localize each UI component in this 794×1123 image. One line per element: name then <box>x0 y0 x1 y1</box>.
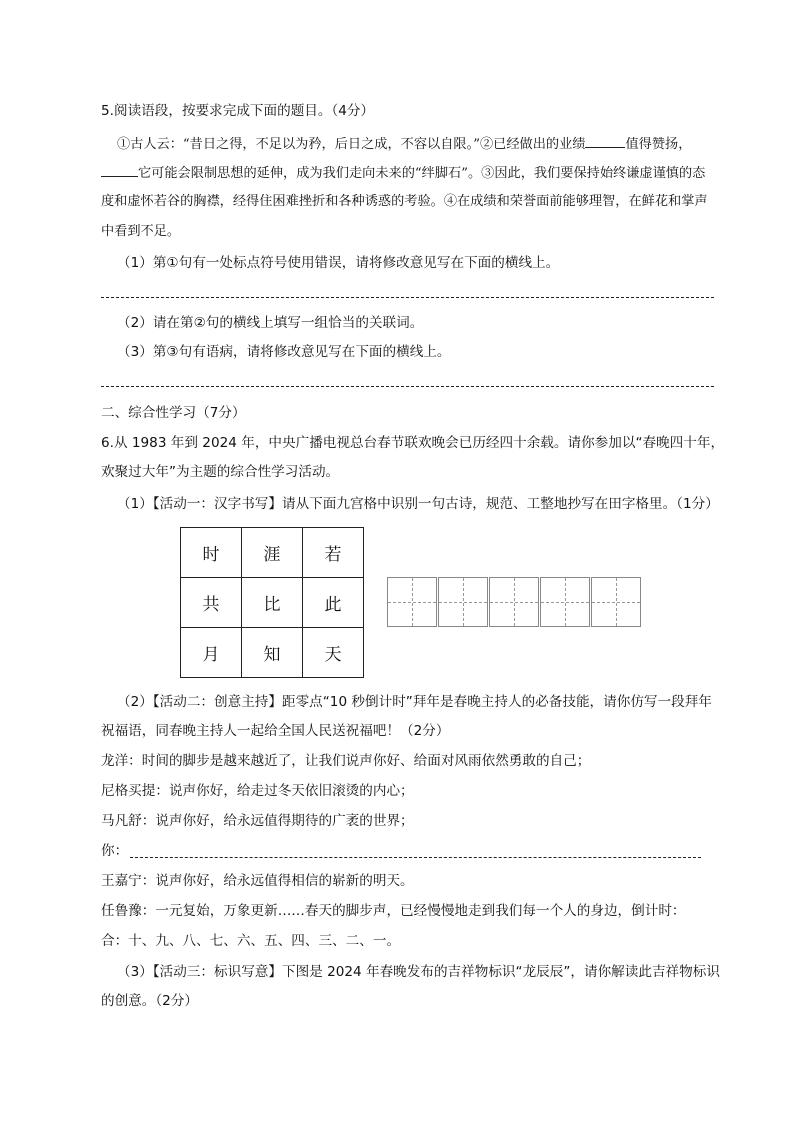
q5-passage-line-3: 度和虚怀若谷的胸襟，经得住困难挫折和各种诱惑的考验。④在成绩和荣誉面前能够理智，在鲜花和掌声 <box>101 194 708 209</box>
section-heading: 二、综合性学习（7分） <box>101 405 246 421</box>
activity-1: （1）【活动一：汉字书写】请从下面九宫格中识别一句古诗，规范、工整地抄写在田字格里。（1分） <box>117 496 719 512</box>
passage-text: 值得赞扬， <box>625 137 692 152</box>
q6-intro-2: 欢聚过大年”为主题的综合性学习活动。 <box>101 464 340 480</box>
grid-cell: 知 <box>242 628 303 678</box>
host-line: 尼格买提：说声你好，给走过冬天依旧滚烫的内心； <box>101 783 414 799</box>
grid-row <box>181 528 364 578</box>
grid-row <box>181 578 364 628</box>
answer-line-3[interactable] <box>130 857 701 858</box>
answer-line-2[interactable] <box>101 386 714 387</box>
tianzige-box[interactable] <box>540 577 590 627</box>
tianzige-box[interactable] <box>438 577 488 627</box>
host-line: 合：十、九、八、七、六、五、四、三、二、一。 <box>101 933 401 949</box>
host-line: 龙洋：时间的脚步是越来越近了，让我们说声你好、给面对风雨依然勇敢的自己； <box>101 753 591 769</box>
q5-passage-line-1 <box>117 133 691 155</box>
q5-passage-line-4: 中看到不足。 <box>101 224 181 239</box>
q5-passage-line-2 <box>101 162 705 184</box>
grid-cell: 月 <box>181 628 242 678</box>
q6-intro-1: 6.从 1983 年到 2024 年，中央广播电视总台春节联欢晚会已历经四十余载。请你参加以“春晚四十年， <box>101 435 725 451</box>
q5-sub2: （2）请在第②句的横线上填写一组恰当的关联词。 <box>117 315 424 331</box>
blank-1[interactable] <box>585 133 625 148</box>
passage-text: 它可能会限制思想的延伸，成为我们走向未来的“绊脚石”。③因此，我们要保持始终谦虚谨慎的态 <box>138 166 706 181</box>
nine-grid <box>180 527 364 678</box>
grid-row <box>181 628 364 678</box>
grid-cell: 共 <box>181 578 242 628</box>
grid-cell: 时 <box>181 528 242 578</box>
grid-cell: 天 <box>303 628 364 678</box>
answer-line-1[interactable] <box>101 297 714 298</box>
tianzige-box[interactable] <box>489 577 539 627</box>
passage-text: ①古人云：“昔日之得，不足以为矜，后日之成，不容以自限。”②已经做出的业绩 <box>117 137 586 152</box>
host-line: 王嘉宁：说声你好，给永远值得相信的崭新的明天。 <box>101 873 414 889</box>
q5-sub3: （3）第③句有语病，请将修改意见写在下面的横线上。 <box>117 344 451 360</box>
grid-cell: 此 <box>303 578 364 628</box>
tianzige-box[interactable] <box>387 577 437 627</box>
tianzige-box[interactable] <box>591 577 641 627</box>
activity-2-line-1: （2）【活动二：创意主持】距零点“10 秒倒计时”拜年是春晚主持人的必备技能，请你仿写一段拜年 <box>117 694 712 710</box>
activity-3-line-1: （3）【活动三：标识写意】下图是 2024 年春晚发布的吉祥物标识“龙辰辰”，请你解读此吉祥物标识 <box>117 964 720 980</box>
activity-3-line-2: 的创意。（2分） <box>101 993 199 1009</box>
grid-cell: 比 <box>242 578 303 628</box>
activity-2-line-2: 祝福语，同春晚主持人一起给全国人民送祝福吧！（2分） <box>101 723 450 739</box>
host-line: 马凡舒：说声你好，给永远值得期待的广袤的世界； <box>101 813 414 829</box>
q5-title: 5.阅读语段，按要求完成下面的题目。（4分） <box>101 103 375 119</box>
blank-2[interactable] <box>101 162 138 177</box>
grid-cell: 若 <box>303 528 364 578</box>
host-line: 任鲁豫：一元复始，万象更新……春天的脚步声，已经慢慢地走到我们每一个人的身边，倒计时： <box>101 903 686 919</box>
q5-sub1: （1）第①句有一处标点符号使用错误，请将修改意见写在下面的横线上。 <box>117 255 560 271</box>
host-line-you: 你： <box>101 843 129 859</box>
grid-cell: 涯 <box>242 528 303 578</box>
